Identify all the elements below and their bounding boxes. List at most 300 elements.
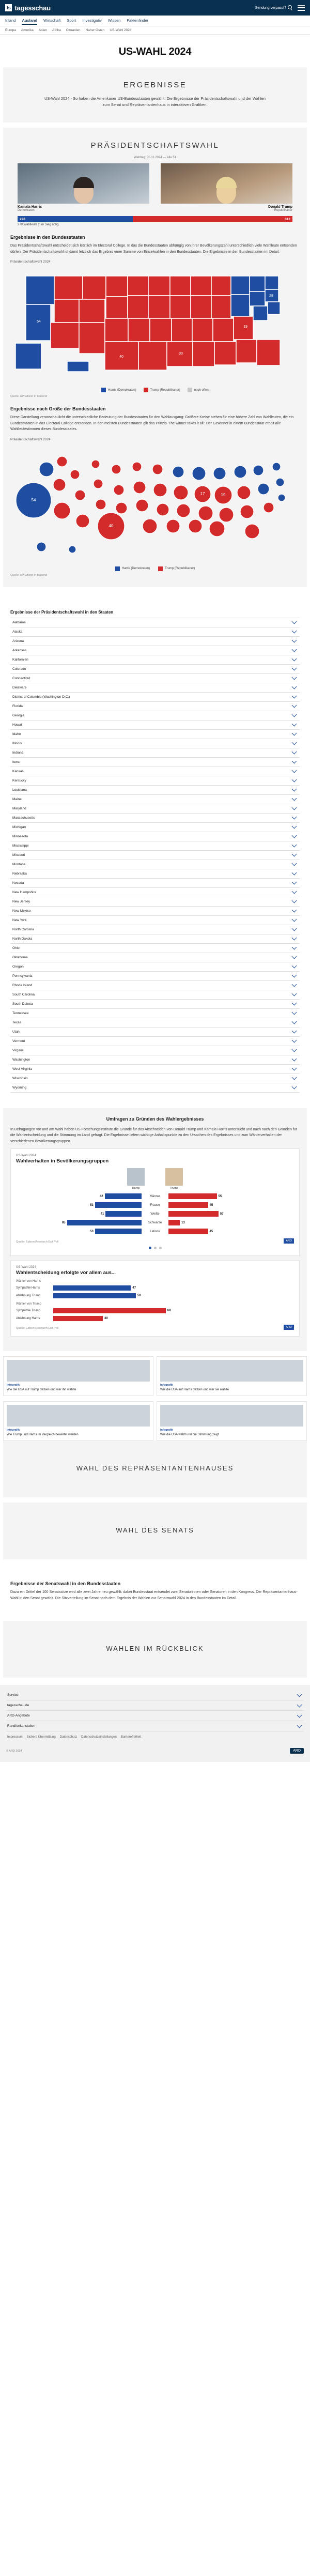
nav-item-ausland[interactable]: Ausland xyxy=(22,18,37,25)
chevron-down-icon xyxy=(292,731,297,736)
state-accordion-item[interactable] xyxy=(10,674,300,683)
chevron-down-icon xyxy=(292,954,297,959)
chevron-down-icon xyxy=(292,749,297,755)
chevron-down-icon xyxy=(292,898,297,903)
state-accordion-label: Louisiana xyxy=(12,788,27,792)
chart1-body xyxy=(16,1193,294,1235)
footer xyxy=(0,1685,310,1762)
state-accordion-item[interactable] xyxy=(10,832,300,841)
state-accordion-item[interactable] xyxy=(10,1009,300,1018)
brand-logo-area[interactable] xyxy=(5,4,51,12)
state-accordion-label: Tennessee xyxy=(12,1011,29,1015)
state-accordion-label: Florida xyxy=(12,704,23,708)
states-accordion-list xyxy=(10,618,300,1093)
chart1-row xyxy=(16,1202,294,1208)
ard-logo: ARD xyxy=(290,1748,304,1754)
chevron-down-icon xyxy=(292,917,297,922)
chevron-down-icon xyxy=(292,759,297,764)
chart1-title: Wahlverhalten in Bevölkerungsgruppen xyxy=(16,1158,109,1164)
chart2-group-label: Wähler von Harris xyxy=(16,1280,41,1283)
harris-thumb xyxy=(127,1168,145,1186)
trump-thumb xyxy=(165,1168,183,1186)
chart1-trump-bar xyxy=(168,1229,208,1234)
main-navigation xyxy=(0,16,310,26)
svg-text:40: 40 xyxy=(119,355,123,359)
chart1-harris-bar xyxy=(95,1229,142,1234)
footer-link-impressum[interactable]: Impressum xyxy=(7,1736,23,1739)
state-accordion-item[interactable] xyxy=(10,786,300,795)
polls-heading: Umfragen zu Gründen des Wahlergebnisses xyxy=(106,1116,204,1122)
state-accordion-label: Kentucky xyxy=(12,778,26,783)
size-results-text: Diese Darstellung veranschaulicht die unterschiedliche Bedeutung der Bundesstaaten für den Wahlausgang: Größere Kreise stehen für eine höhere Zahl von Wahlleuten, die ein Bundesstaaten in das Electoral College entsenden. In den meisten Bundesstaaten gilt das Prinzip 'The winner takes it all': Der Gewinner in einem Bundesstaat erhält alle Wahlleutestimmen dieses Bundesstaates. xyxy=(10,416,294,432)
state-accordion-item[interactable] xyxy=(10,1065,300,1074)
footer-bottom xyxy=(6,1743,304,1754)
chart-vote-motivation xyxy=(10,1260,300,1337)
chart1-harris-value: 53 xyxy=(90,1203,94,1207)
footer-item-ard-angebote-label: ARD-Angebote xyxy=(7,1714,30,1718)
top-bar-actions xyxy=(255,5,305,11)
state-accordion-item[interactable] xyxy=(10,1000,300,1009)
subnav-item-asien[interactable]: Asien xyxy=(38,28,48,32)
state-accordion-item[interactable] xyxy=(10,823,300,832)
state-accordion-label: Illinois xyxy=(12,741,22,745)
state-accordion-item[interactable] xyxy=(10,1037,300,1046)
retrospect-heading: WAHLEN IM RÜCKBLICK xyxy=(106,1644,204,1652)
chart2-row xyxy=(16,1308,294,1313)
teaser-4-text: Wie die USA wählt und die Stimmung zeigt xyxy=(160,1433,219,1436)
footer-item-ard-angebote[interactable] xyxy=(6,1711,304,1721)
chart1-ard-badge: ARD xyxy=(284,1238,294,1244)
state-accordion-item[interactable] xyxy=(10,1028,300,1037)
senate-states-title: Ergebnisse der Senatswahl in den Bundesstaaten xyxy=(10,1581,121,1587)
chevron-down-icon xyxy=(292,805,297,810)
size-results-title: Ergebnisse nach Größe der Bundesstaaten xyxy=(10,406,106,412)
chart1-trump-bar xyxy=(168,1193,217,1199)
harris-electors: 226 xyxy=(20,217,25,221)
state-accordion-label: South Dakota xyxy=(12,1002,33,1006)
state-accordion-label: Wyoming xyxy=(12,1085,27,1090)
state-accordion-item[interactable] xyxy=(10,897,300,907)
chevron-down-icon xyxy=(292,815,297,820)
state-accordion-label: Rhode Island xyxy=(12,983,33,987)
state-accordion-item[interactable] xyxy=(10,776,300,786)
chevron-down-icon xyxy=(292,1019,297,1024)
chart1-harris-value: 85 xyxy=(61,1221,66,1224)
state-accordion-label: Oregon xyxy=(12,964,24,969)
subnav-item-naher-osten[interactable]: Naher Osten xyxy=(85,28,105,32)
chevron-down-icon xyxy=(292,619,297,624)
map1-source: Quelle: AP/Edison in tausend xyxy=(10,395,48,398)
chevron-down-icon xyxy=(292,1075,297,1080)
state-accordion-item[interactable] xyxy=(10,730,300,739)
chevron-down-icon xyxy=(292,722,297,727)
chart2-bar xyxy=(53,1293,136,1298)
state-accordion-item[interactable] xyxy=(10,972,300,981)
chart1-trump-value: 13 xyxy=(181,1221,185,1224)
footer-links xyxy=(6,1731,304,1743)
state-accordion-label: Delaware xyxy=(12,685,27,689)
chart1-head-trump xyxy=(165,1168,183,1190)
chart2-item-label: Sympathie Trump xyxy=(16,1309,41,1313)
chevron-down-icon xyxy=(292,712,297,717)
footer-link-uebermittlung[interactable]: Sichere Übermittlung xyxy=(26,1736,56,1739)
state-accordion-item[interactable] xyxy=(10,795,300,804)
sub-navigation xyxy=(0,26,310,35)
chart1-kicker: US-Wahl 2024 xyxy=(16,1154,36,1158)
state-accordion-item[interactable] xyxy=(10,879,300,888)
state-accordion-label: Maryland xyxy=(12,806,26,810)
bubble-legend-harris: Harris (Demokraten) xyxy=(115,566,150,571)
chart1-row xyxy=(16,1193,294,1200)
state-accordion-label: Georgia xyxy=(12,713,25,717)
subnav-item-us-wahl[interactable]: US-Wahl 2024 xyxy=(110,28,132,32)
chevron-down-icon xyxy=(292,777,297,783)
teaser-2[interactable] xyxy=(157,1356,307,1396)
state-accordion-label: Connecticut xyxy=(12,676,30,680)
footer-link-datenschutz[interactable]: Datenschutz xyxy=(59,1736,78,1739)
state-accordion-item[interactable] xyxy=(10,851,300,860)
search-icon[interactable] xyxy=(288,5,293,11)
state-accordion-item[interactable] xyxy=(10,720,300,730)
state-accordion-label: District of Columbia (Washington D.C.) xyxy=(12,695,70,699)
chevron-down-icon xyxy=(292,703,297,708)
map2-source: Quelle: AP/Edison in tausend xyxy=(10,573,48,577)
states-accordion-panel xyxy=(3,592,307,1103)
house-panel xyxy=(3,1440,307,1497)
chevron-down-icon xyxy=(292,675,297,680)
states-results-text: Das Präsidentschaftswahl entscheidet sich letztlich im Electoral College. In das die Bundesstaaten abhängig von ihrer Bevölkerungszahl unterschiedlich viele Wahlleute entsenden dürfen. Der Präsidentschaftswahl ist damit letztlich das Ergebnis einer Summe von Einzelwahlen in den Bundesstaaten. Die Ergebnisse in den Bundesstaaten im Detail. xyxy=(10,244,297,254)
state-accordion-item[interactable] xyxy=(10,814,300,823)
teaser-1[interactable] xyxy=(3,1356,153,1396)
candidate-row xyxy=(18,163,292,212)
chevron-down-icon xyxy=(292,684,297,689)
svg-text:40: 40 xyxy=(109,523,114,528)
presidential-subline: Wahltag: 05.11.2024 — Alle 51 xyxy=(133,156,177,159)
us-choropleth-map[interactable] xyxy=(10,266,300,385)
svg-text:30: 30 xyxy=(179,352,183,356)
state-accordion-label: Hawaii xyxy=(12,723,23,727)
footer-item-service-label: Service xyxy=(7,1693,19,1697)
state-accordion-item[interactable] xyxy=(10,758,300,767)
state-accordion-label: Washington xyxy=(12,1057,30,1062)
chart1-dot-3[interactable] xyxy=(159,1247,162,1249)
chevron-down-icon xyxy=(292,824,297,829)
footer-item-tagesschau-label: tagesschau.de xyxy=(7,1704,29,1708)
chart1-source: Quelle: Edison Research Exit Poll xyxy=(16,1240,59,1244)
state-accordion-item[interactable] xyxy=(10,618,300,627)
svg-text:19: 19 xyxy=(243,325,247,329)
chart1-harris-bar xyxy=(105,1193,142,1199)
state-accordion-label: Wisconsin xyxy=(12,1076,28,1080)
state-accordion-item[interactable] xyxy=(10,841,300,851)
state-accordion-item[interactable] xyxy=(10,907,300,916)
us-bubble-map-svg[interactable] xyxy=(10,443,300,562)
state-accordion-item[interactable] xyxy=(10,804,300,814)
chart1-harris-label: Harris xyxy=(132,1187,140,1190)
nav-item-inland[interactable]: Inland xyxy=(5,18,16,23)
state-accordion-label: New York xyxy=(12,918,27,922)
chart2-value: 68 xyxy=(167,1309,171,1313)
state-accordion-item[interactable] xyxy=(10,1074,300,1083)
state-accordion-item[interactable] xyxy=(10,665,300,674)
state-accordion-label: Maine xyxy=(12,797,22,801)
chart2-item-label: Sympathie Harris xyxy=(16,1286,40,1290)
teaser-3[interactable] xyxy=(3,1401,153,1440)
state-accordion-label: Idaho xyxy=(12,732,21,736)
state-accordion-item[interactable] xyxy=(10,702,300,711)
chart1-harris-value: 41 xyxy=(100,1212,104,1216)
chart2-value: 50 xyxy=(137,1294,141,1298)
teaser-row-2 xyxy=(3,1401,307,1440)
harris-portrait xyxy=(18,163,149,204)
nav-item-faktenfinder[interactable]: Faktenfinder xyxy=(127,18,149,23)
electoral-bar-trump xyxy=(133,216,292,222)
chart1-trump-value: 45 xyxy=(209,1203,213,1207)
chevron-down-icon xyxy=(292,638,297,643)
tagesschau-logo-mark: ts xyxy=(5,4,12,11)
chart2-bar xyxy=(53,1285,131,1291)
teaser-3-image xyxy=(7,1405,150,1427)
senate-states-panel xyxy=(3,1565,307,1616)
state-accordion-label: Indiana xyxy=(12,750,24,755)
us-map-svg[interactable] xyxy=(10,266,300,385)
chart1-category-label: Schwarze xyxy=(148,1221,162,1224)
tagesschau-wordmark: tagesschau xyxy=(14,4,51,12)
chart2-row xyxy=(16,1293,294,1298)
chevron-down-icon xyxy=(297,1702,302,1707)
polls-intro: In Befragungen vor und am Wahl haben US-Forschungsinstitute die Gründe für das Abschneiden von Donald Trump und Kamala Harris untersucht und nach nach den Gründen für die Wahlentscheidung und die Stimmung im Land gefragt. Die Ergebnisse liefern wichtige Anhaltspunkte zu den Ursachen des Ergebnisses und zum Wählerverhalten der verschiedenen Bevölkerungsgruppen. xyxy=(10,1127,298,1143)
state-accordion-label: Missouri xyxy=(12,853,25,857)
teaser-2-kicker: Infografik xyxy=(160,1384,174,1387)
nav-item-wissen[interactable]: Wissen xyxy=(107,18,121,23)
state-accordion-label: Iowa xyxy=(12,760,20,764)
chart1-dot-1[interactable] xyxy=(149,1247,151,1249)
teaser-4[interactable] xyxy=(157,1401,307,1440)
chart1-trump-value: 45 xyxy=(209,1230,213,1233)
state-accordion-item[interactable] xyxy=(10,1018,300,1028)
chevron-down-icon xyxy=(292,842,297,848)
senate-states-text: Dazu ein Drittel der 100 Senatssitze wird alle zwei Jahre neu gewählt: dabei Bundesstaat entsendet zwei Senatorinnen oder Senatoren in den Kongress. Der Repräsentantenhaus-Wahl in den Senat gewählt. Die Sitzverteilung im Senat nach dem Ergebnis der Wahlen zur Senatswahl 2024 in den Bundesstaaten im Detail. xyxy=(10,1590,298,1600)
chart1-harris-bar xyxy=(105,1211,142,1217)
chart1-trump-label: Trump xyxy=(170,1187,178,1190)
house-heading: WAHL DES REPRÄSENTANTENHAUSES xyxy=(76,1464,234,1472)
state-accordion-label: Vermont xyxy=(12,1039,25,1043)
chevron-down-icon xyxy=(292,861,297,866)
chevron-down-icon xyxy=(292,963,297,969)
chart2-title: Wahlentscheidung erfolgte vor allem aus... xyxy=(16,1270,116,1276)
chart2-row xyxy=(16,1316,294,1321)
us-bubble-map[interactable] xyxy=(10,443,300,562)
chevron-down-icon xyxy=(292,796,297,801)
chevron-down-icon xyxy=(292,1056,297,1062)
state-accordion-item[interactable] xyxy=(10,860,300,869)
subnav-item-ozeanien[interactable]: Ozeanien xyxy=(66,28,81,32)
subnav-item-afrika[interactable]: Afrika xyxy=(52,28,61,32)
teaser-1-image xyxy=(7,1360,150,1382)
footer-item-tagesschau[interactable] xyxy=(6,1700,304,1711)
state-accordion-label: Texas xyxy=(12,1020,21,1024)
state-accordion-item[interactable] xyxy=(10,627,300,637)
chevron-down-icon xyxy=(292,870,297,876)
polls-panel xyxy=(3,1108,307,1352)
teaser-2-image xyxy=(160,1360,303,1382)
state-accordion-item[interactable] xyxy=(10,693,300,702)
chart2-ard-badge: ARD xyxy=(284,1325,294,1330)
results-panel xyxy=(3,67,307,122)
state-accordion-item[interactable] xyxy=(10,1046,300,1055)
bubble-legend xyxy=(10,566,300,571)
electoral-bar xyxy=(18,216,292,222)
hamburger-menu-icon[interactable] xyxy=(298,5,305,11)
state-accordion-item[interactable] xyxy=(10,683,300,693)
chevron-down-icon xyxy=(292,628,297,634)
state-accordion-item[interactable] xyxy=(10,990,300,1000)
state-accordion-label: West Virginia xyxy=(12,1067,33,1071)
teaser-3-text: Wie Trump und Harris im Vergleich bewertet werden xyxy=(7,1433,79,1436)
chart2-value: 47 xyxy=(132,1286,136,1290)
chevron-down-icon xyxy=(292,1010,297,1015)
state-accordion-item[interactable] xyxy=(10,637,300,646)
chart2-row xyxy=(16,1285,294,1291)
chart1-footer xyxy=(16,1238,294,1244)
states-results-title: Ergebnisse in den Bundesstaaten xyxy=(10,235,85,240)
trump-portrait xyxy=(161,163,292,204)
chart1-category-label: Latinos xyxy=(150,1230,160,1233)
chart1-row xyxy=(16,1219,294,1226)
missed-broadcast-link[interactable] xyxy=(255,5,293,11)
state-accordion-label: Nebraska xyxy=(12,871,27,876)
state-accordion-label: South Carolina xyxy=(12,992,35,996)
presidential-panel xyxy=(3,128,307,587)
teaser-2-text: Wie die USA auf Harris blicken und wer sie wählte xyxy=(160,1388,229,1392)
harris-party: Demokraten xyxy=(18,209,35,212)
state-accordion-item[interactable] xyxy=(10,1055,300,1065)
state-accordion-item[interactable] xyxy=(10,869,300,879)
chart2-item-label: Ablehnung Harris xyxy=(16,1317,40,1321)
chevron-down-icon xyxy=(292,936,297,941)
teaser-4-kicker: Infografik xyxy=(160,1428,174,1432)
state-accordion-label: Colorado xyxy=(12,667,26,671)
presidential-heading: PRÄSIDENTSCHAFTSWAHL xyxy=(90,141,220,150)
candidate-harris xyxy=(18,163,149,212)
chevron-down-icon xyxy=(297,1723,302,1728)
state-accordion-label: Oklahoma xyxy=(12,955,28,959)
state-accordion-item[interactable] xyxy=(10,888,300,897)
chevron-down-icon xyxy=(292,1047,297,1052)
chart2-value: 30 xyxy=(104,1317,108,1321)
teaser-row-1 xyxy=(3,1356,307,1396)
state-accordion-label: Alabama xyxy=(12,620,26,624)
state-accordion-item[interactable] xyxy=(10,916,300,925)
state-accordion-label: Utah xyxy=(12,1030,20,1034)
chart1-harris-value: 53 xyxy=(90,1230,94,1233)
nav-item-wirtschaft[interactable]: Wirtschaft xyxy=(43,18,61,23)
state-accordion-item[interactable] xyxy=(10,655,300,665)
chevron-down-icon xyxy=(292,926,297,931)
state-accordion-item[interactable] xyxy=(10,953,300,962)
state-accordion-label: Michigan xyxy=(12,825,26,829)
trump-party: Republikaner xyxy=(274,209,292,212)
chevron-down-icon xyxy=(292,833,297,838)
map1-label: Präsidentschaftswahl 2024 xyxy=(10,260,51,264)
subnav-item-amerika[interactable]: Amerika xyxy=(21,28,34,32)
footer-item-rundfunkanstalten[interactable] xyxy=(6,1721,304,1731)
svg-text:17: 17 xyxy=(200,491,205,496)
senate-heading: WAHL DES SENATS xyxy=(116,1526,194,1534)
footer-link-datenschutzeinstellungen[interactable]: Datenschutzeinstellungen xyxy=(81,1736,117,1739)
svg-text:28: 28 xyxy=(269,294,273,298)
state-accordion-item[interactable] xyxy=(10,981,300,990)
chevron-down-icon xyxy=(292,787,297,792)
teaser-1-kicker: Infografik xyxy=(7,1384,20,1387)
chart1-category-label: Männer xyxy=(149,1194,161,1198)
state-accordion-label: Virginia xyxy=(12,1048,24,1052)
footer-item-service[interactable] xyxy=(6,1690,304,1700)
electoral-bar-harris xyxy=(18,216,133,222)
chevron-down-icon xyxy=(297,1712,302,1718)
states-accordion-title: Ergebnisse der Präsidentschaftswahl in den Staaten xyxy=(10,609,114,615)
state-accordion-label: Nevada xyxy=(12,881,24,885)
footer-link-barrierefreiheit[interactable]: Barrierefreiheit xyxy=(120,1736,142,1739)
bubble-legend-trump: Trump (Republikaner) xyxy=(158,566,195,571)
state-accordion-label: New Hampshire xyxy=(12,890,37,894)
chevron-down-icon xyxy=(292,991,297,996)
candidate-trump xyxy=(161,163,292,212)
map2-label: Präsidentschaftswahl 2024 xyxy=(10,437,51,441)
chart1-harris-value: 42 xyxy=(99,1194,103,1198)
state-accordion-item[interactable] xyxy=(10,934,300,944)
chart2-item-label: Ablehnung Trump xyxy=(16,1294,41,1298)
state-accordion-label: Pennsylvania xyxy=(12,974,33,978)
state-accordion-item[interactable] xyxy=(10,646,300,655)
chart1-dot-2[interactable] xyxy=(154,1247,157,1249)
chart2-bar xyxy=(53,1308,166,1313)
footer-item-rundfunkanstalten-label: Rundfunkanstalten xyxy=(7,1724,36,1728)
map-legend xyxy=(10,388,300,392)
chevron-down-icon xyxy=(292,647,297,652)
state-accordion-item[interactable] xyxy=(10,711,300,720)
subnav-item-europa[interactable]: Europa xyxy=(5,28,16,32)
chart1-trump-bar xyxy=(168,1202,208,1208)
chevron-down-icon xyxy=(292,1029,297,1034)
chart1-trump-value: 55 xyxy=(218,1194,222,1198)
state-accordion-item[interactable] xyxy=(10,925,300,934)
chart2-kicker: US-Wahl 2024 xyxy=(16,1266,36,1269)
chevron-down-icon xyxy=(292,982,297,987)
nav-item-investigativ[interactable]: Investigativ xyxy=(82,18,102,23)
chevron-down-icon xyxy=(292,1084,297,1090)
chevron-down-icon xyxy=(292,1066,297,1071)
chevron-down-icon xyxy=(292,852,297,857)
state-accordion-item[interactable] xyxy=(10,1083,300,1093)
state-accordion-item[interactable] xyxy=(10,767,300,776)
state-accordion-label: Alaska xyxy=(12,630,23,634)
nav-item-sport[interactable]: Sport xyxy=(67,18,76,23)
svg-text:54: 54 xyxy=(37,320,41,324)
chart1-pagination[interactable] xyxy=(16,1247,294,1249)
retrospect-panel xyxy=(3,1621,307,1678)
state-accordion-item[interactable] xyxy=(10,739,300,748)
legend-open: noch offen xyxy=(188,388,209,392)
state-accordion-item[interactable] xyxy=(10,962,300,972)
state-accordion-item[interactable] xyxy=(10,748,300,758)
state-accordion-item[interactable] xyxy=(10,944,300,953)
chevron-down-icon xyxy=(292,656,297,662)
chart1-row xyxy=(16,1210,294,1217)
svg-text:54: 54 xyxy=(31,497,36,502)
trump-name: Donald Trump xyxy=(268,205,292,209)
state-accordion-label: North Carolina xyxy=(12,927,34,931)
